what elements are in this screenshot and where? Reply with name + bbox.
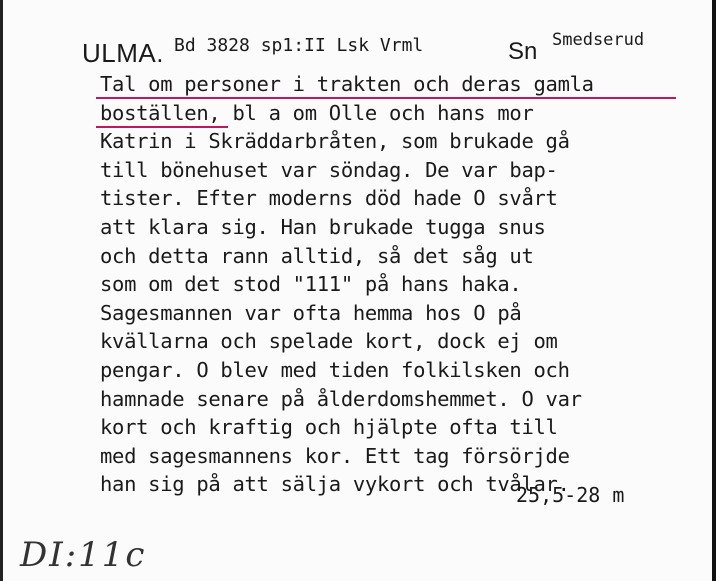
sn-label: Sn xyxy=(508,38,538,65)
body-line: han sig på att sälja vykort och tvålar. xyxy=(100,472,570,497)
body-line: Tal om personer i trakten och deras gamla xyxy=(100,72,594,96)
card-right-edge xyxy=(712,0,716,581)
body-line: kort och kraftig och hjälpte ofta till xyxy=(100,415,558,440)
body-line: med sagesmannens kor. Ett tag försörjde xyxy=(100,443,570,468)
card-body-text xyxy=(100,70,690,499)
body-line: hamnade senare på ålderdomshemmet. O var xyxy=(100,386,582,411)
place-name: Smedserud xyxy=(552,30,645,50)
body-line: som om det stod "111" på hans haka. xyxy=(100,272,522,297)
record-date: 25,5-28 m xyxy=(516,483,625,507)
card-left-edge xyxy=(0,0,3,581)
handwritten-signature: DI:11c xyxy=(20,535,147,575)
body-line: tister. Efter moderns död hade O svårt xyxy=(100,186,558,211)
body-line: boställen, bl a om Olle och hans mor xyxy=(100,100,534,125)
body-line: Katrin i Skräddarbråten, som brukade gå xyxy=(100,129,570,154)
body-line: till bönehuset var söndag. De var bap- xyxy=(100,157,558,182)
body-line: och detta rann alltid, så det såg ut xyxy=(100,243,534,268)
body-line: att klara sig. Han brukade tugga snus xyxy=(100,214,546,239)
body-line: pengar. O blev med tiden folkilsken och xyxy=(100,357,570,382)
archive-label: ULMA. xyxy=(82,38,164,68)
reference-code: Bd 3828 sp1:II Lsk Vrml xyxy=(174,35,424,56)
body-line: kvällarna och spelade kort, dock ej om xyxy=(100,329,558,354)
body-line: Sagesmannen var ofta hemma hos O på xyxy=(100,300,522,325)
